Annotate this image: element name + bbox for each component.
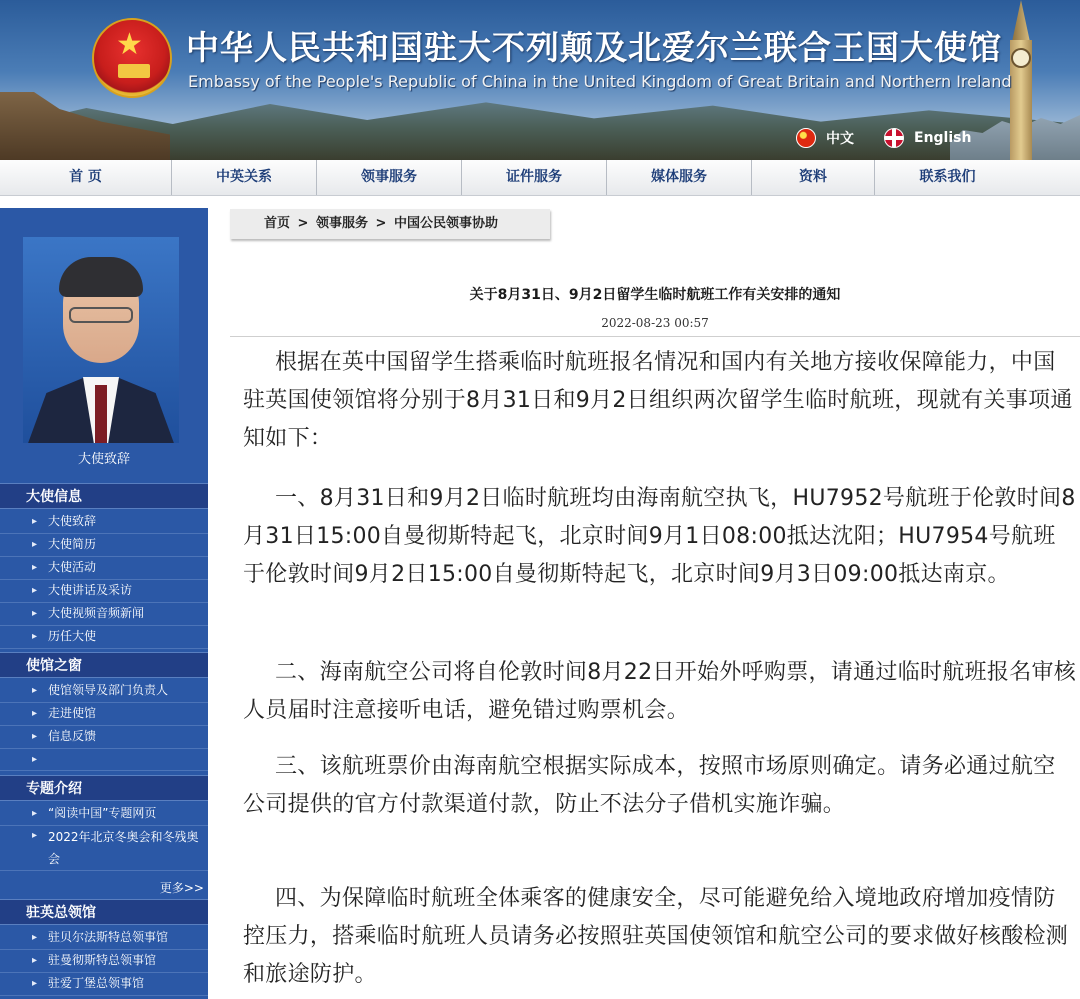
sidebar-item-visit-embassy[interactable]: ▸ 走进使馆 (0, 702, 208, 726)
breadcrumb (230, 209, 550, 239)
nav-item-home[interactable]: 首 页 (0, 160, 172, 195)
uk-flag-icon (884, 128, 904, 148)
article-date: 2022-08-23 00:57 (601, 316, 709, 330)
sidebar-item-read-china[interactable]: ▸ “阅读中国”专题网页 (0, 802, 208, 826)
china-flag-icon (796, 128, 816, 148)
sidebar-item-ambassador-speech[interactable]: ▸ 大使致辞 (0, 510, 208, 534)
language-chinese-link[interactable] (796, 126, 854, 150)
nav-item-resources[interactable]: 资料 (752, 160, 875, 195)
nav-item-document-services[interactable]: 证件服务 (462, 160, 607, 195)
photo-caption[interactable]: 大使致辞 (77, 452, 130, 467)
embassy-title-chinese: 中华人民共和国驻大不列颠及北爱尔兰联合王国大使馆 (186, 28, 1002, 67)
article-paragraph-3: 三、该航班票价由海南航空根据实际成本，按照市场原则确定。请务必通过航空公司提供的官方付款渠道付款，防止不法分子借机实施诈骗。 (243, 754, 1056, 817)
section-ambassador-info: 大使信息 (0, 483, 208, 509)
header-banner (0, 0, 1080, 160)
article-paragraph-1: 一、8月31日和9月2日临时航班均由海南航空执飞，HU7952号航班于伦敦时间8月31日15:00自曼彻斯特起飞，北京时间9月1日08:00抵达沈阳；HU7954号航班于伦敦时间9月2日15:00自曼彻斯特起飞，北京时间9月3日09:00抵达南京。 (243, 486, 1076, 587)
sidebar-item-feedback[interactable]: ▸ 信息反馈 (0, 725, 208, 749)
sidebar-item-beijing-olympics[interactable]: ▸ 2022年北京冬奥会和冬残奥会 (0, 825, 208, 871)
main-nav (0, 160, 1080, 196)
article-paragraph-intro: 根据在英中国留学生搭乘临时航班报名情况和国内有关地方接收保障能力，中国驻英国使领馆将分别于8月31日和9月2日组织两次留学生临时航班，现就有关事项通知如下： (243, 350, 1073, 451)
sidebar-item-manchester-consulate[interactable]: ▸ 驻曼彻斯特总领事馆 (0, 949, 208, 973)
nav-item-contact-us[interactable]: 联系我们 (919, 169, 976, 185)
article-paragraph-4: 四、为保障临时航班全体乘客的健康安全，尽可能避免给入境地政府增加疫情防控压力，搭乘临时航班人员请务必按照驻英国使领馆和航空公司的要求做好核酸检测和旅途防护。 (243, 886, 1069, 987)
nav-item-media-services[interactable]: 媒体服务 (607, 160, 752, 195)
language-chinese-label: 中文 (826, 131, 854, 147)
ambassador-photo[interactable] (23, 237, 179, 443)
breadcrumb-consular-assistance[interactable]: 中国公民领事协助 (393, 216, 498, 231)
sidebar-item-empty[interactable] (0, 748, 208, 771)
nav-item-consular-services[interactable]: 领事服务 (317, 160, 462, 195)
title-divider (230, 336, 1080, 337)
language-english-link[interactable] (884, 126, 971, 150)
embassy-title-english: Embassy of the People's Republic of China in the United Kingdom of Great Britain and Northern Ireland (188, 72, 1012, 91)
sidebar-item-video-audio-news[interactable]: ▸ 大使视频音频新闻 (0, 602, 208, 626)
article-paragraph-2: 二、海南航空公司将自伦敦时间8月22日开始外呼购票，请通过临时航班报名审核人员届时注意接听电话，避免错过购票机会。 (243, 660, 1077, 723)
more-link[interactable]: 更多>> (159, 881, 204, 895)
sidebar-item-former-ambassadors[interactable]: ▸ 历任大使 (0, 625, 208, 649)
sidebar-item-ambassador-activities[interactable]: ▸ 大使活动 (0, 556, 208, 580)
section-special-topics: 专题介绍 (0, 775, 208, 801)
sidebar-item-speeches-interviews[interactable]: ▸ 大使讲话及采访 (0, 579, 208, 603)
section-consulates: 驻英总领馆 (0, 899, 208, 925)
breadcrumb-consular-services[interactable]: 领事服务 (315, 216, 368, 231)
article-title: 关于8月31日、9月2日留学生临时航班工作有关安排的通知 (469, 287, 841, 303)
section-embassy-window: 使馆之窗 (0, 652, 208, 678)
language-english-label: English (914, 130, 972, 146)
sidebar (0, 208, 208, 999)
breadcrumb-separator: > (297, 216, 309, 231)
national-emblem-icon: ★ (92, 18, 172, 98)
nav-item-sino-uk-relations[interactable]: 中英关系 (172, 160, 317, 195)
breadcrumb-separator: > (375, 216, 387, 231)
sidebar-item-ambassador-cv[interactable]: ▸ 大使简历 (0, 533, 208, 557)
sidebar-item-embassy-leadership[interactable]: ▸ 使馆领导及部门负责人 (0, 679, 208, 703)
sidebar-item-edinburgh-consulate[interactable]: ▸ 驻爱丁堡总领事馆 (0, 972, 208, 996)
sidebar-item-belfast-consulate[interactable]: ▸ 驻贝尔法斯特总领事馆 (0, 926, 208, 950)
breadcrumb-home[interactable]: 首页 (264, 216, 291, 231)
